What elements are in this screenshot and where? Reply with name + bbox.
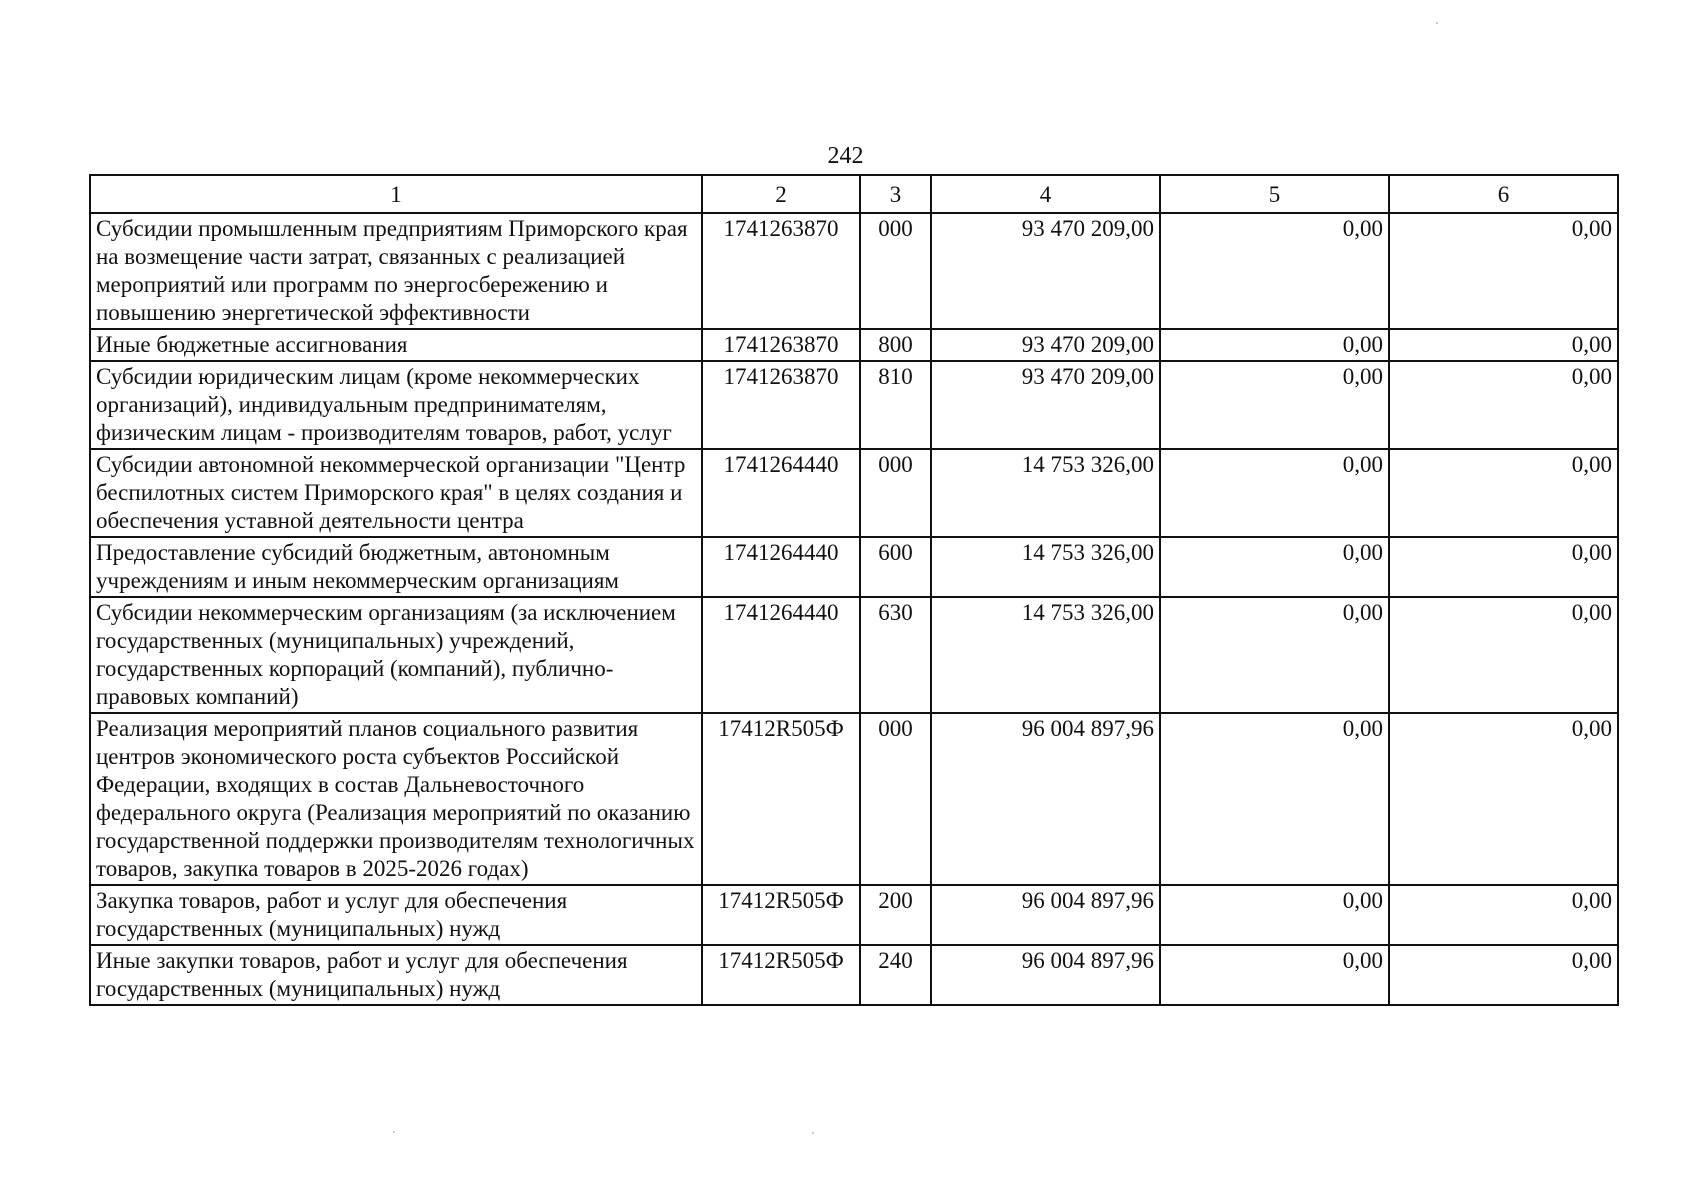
row-amount-5: 0,00: [1160, 713, 1389, 885]
row-name: Субсидии юридическим лицам (кроме некоммерческих организаций), индивидуальным предпринимателям, физическим лицам - производителям товаров, работ, услуг: [90, 361, 702, 449]
row-name: Иные бюджетные ассигнования: [90, 329, 702, 361]
row-amount-6: 0,00: [1389, 329, 1618, 361]
row-name: Субсидии промышленным предприятиям Приморского края на возмещение части затрат, связанных с реализацией мероприятий или программ по энергосбережению и повышению энергетической эффективности: [90, 213, 702, 329]
row-amount-4: 93 470 209,00: [931, 361, 1160, 449]
row-amount-6: 0,00: [1389, 885, 1618, 945]
row-name: Предоставление субсидий бюджетным, автономным учреждениям и иным некоммерческим организациям: [90, 537, 702, 597]
table-row: [90, 945, 1618, 1005]
row-amount-5: 0,00: [1160, 213, 1389, 329]
budget-table: [89, 174, 1619, 1006]
row-amount-5: 0,00: [1160, 537, 1389, 597]
row-amount-6: 0,00: [1389, 449, 1618, 537]
row-name: Субсидии некоммерческим организациям (за исключением государственных (муниципальных) учреждений, государственных корпораций (компаний), публично-правовых компаний): [90, 597, 702, 713]
row-name: Закупка товаров, работ и услуг для обеспечения государственных (муниципальных) нужд: [90, 885, 702, 945]
row-target-code: 17412R505Ф: [702, 945, 860, 1005]
row-amount-4: 14 753 326,00: [931, 537, 1160, 597]
row-expense-type: 600: [860, 537, 931, 597]
page-number: 242: [827, 143, 864, 169]
row-expense-type: 000: [860, 449, 931, 537]
header-col-4: 4: [931, 175, 1160, 213]
row-expense-type: 630: [860, 597, 931, 713]
row-amount-6: 0,00: [1389, 945, 1618, 1005]
row-amount-5: 0,00: [1160, 361, 1389, 449]
header-col-3: 3: [860, 175, 931, 213]
scan-speck: [393, 1131, 395, 1133]
scan-speck: [1436, 22, 1438, 24]
table-row: [90, 885, 1618, 945]
row-amount-5: 0,00: [1160, 597, 1389, 713]
row-amount-6: 0,00: [1389, 213, 1618, 329]
row-amount-6: 0,00: [1389, 361, 1618, 449]
row-amount-5: 0,00: [1160, 449, 1389, 537]
row-expense-type: 000: [860, 213, 931, 329]
table-row: [90, 361, 1618, 449]
table-row: [90, 713, 1618, 885]
header-col-5: 5: [1160, 175, 1389, 213]
header-col-6: 6: [1389, 175, 1618, 213]
row-name: Субсидии автономной некоммерческой организации "Центр беспилотных систем Приморского края" в целях создания и обеспечения уставной деятельности центра: [90, 449, 702, 537]
header-row: [90, 175, 1618, 213]
table-row: [90, 329, 1618, 361]
row-amount-4: 96 004 897,96: [931, 885, 1160, 945]
row-target-code: 1741264440: [702, 449, 860, 537]
row-amount-6: 0,00: [1389, 713, 1618, 885]
row-target-code: 1741264440: [702, 537, 860, 597]
scan-speck: [812, 1132, 814, 1134]
row-target-code: 1741263870: [702, 361, 860, 449]
row-amount-5: 0,00: [1160, 329, 1389, 361]
row-target-code: 17412R505Ф: [702, 885, 860, 945]
row-name: Реализация мероприятий планов социального развития центров экономического роста субъектов Российской Федерации, входящих в состав Дальневосточного федерального округа (Реализация мероприятий по оказанию государственной поддержки производителям технологичных товаров, закупка товаров в 2025-2026 годах): [90, 713, 702, 885]
row-amount-6: 0,00: [1389, 597, 1618, 713]
header-col-1: 1: [90, 175, 702, 213]
row-expense-type: 800: [860, 329, 931, 361]
row-expense-type: 810: [860, 361, 931, 449]
row-expense-type: 000: [860, 713, 931, 885]
row-expense-type: 240: [860, 945, 931, 1005]
row-amount-4: 14 753 326,00: [931, 449, 1160, 537]
row-amount-5: 0,00: [1160, 945, 1389, 1005]
row-target-code: 17412R505Ф: [702, 713, 860, 885]
table-row: [90, 449, 1618, 537]
row-amount-4: 96 004 897,96: [931, 945, 1160, 1005]
row-amount-6: 0,00: [1389, 537, 1618, 597]
table-row: [90, 537, 1618, 597]
header-col-2: 2: [702, 175, 860, 213]
row-expense-type: 200: [860, 885, 931, 945]
row-amount-4: 96 004 897,96: [931, 713, 1160, 885]
row-name: Иные закупки товаров, работ и услуг для обеспечения государственных (муниципальных) нужд: [90, 945, 702, 1005]
row-amount-4: 93 470 209,00: [931, 213, 1160, 329]
row-amount-4: 14 753 326,00: [931, 597, 1160, 713]
row-amount-5: 0,00: [1160, 885, 1389, 945]
row-target-code: 1741263870: [702, 213, 860, 329]
table-row: [90, 597, 1618, 713]
row-target-code: 1741264440: [702, 597, 860, 713]
row-amount-4: 93 470 209,00: [931, 329, 1160, 361]
table-row: [90, 213, 1618, 329]
row-target-code: 1741263870: [702, 329, 860, 361]
